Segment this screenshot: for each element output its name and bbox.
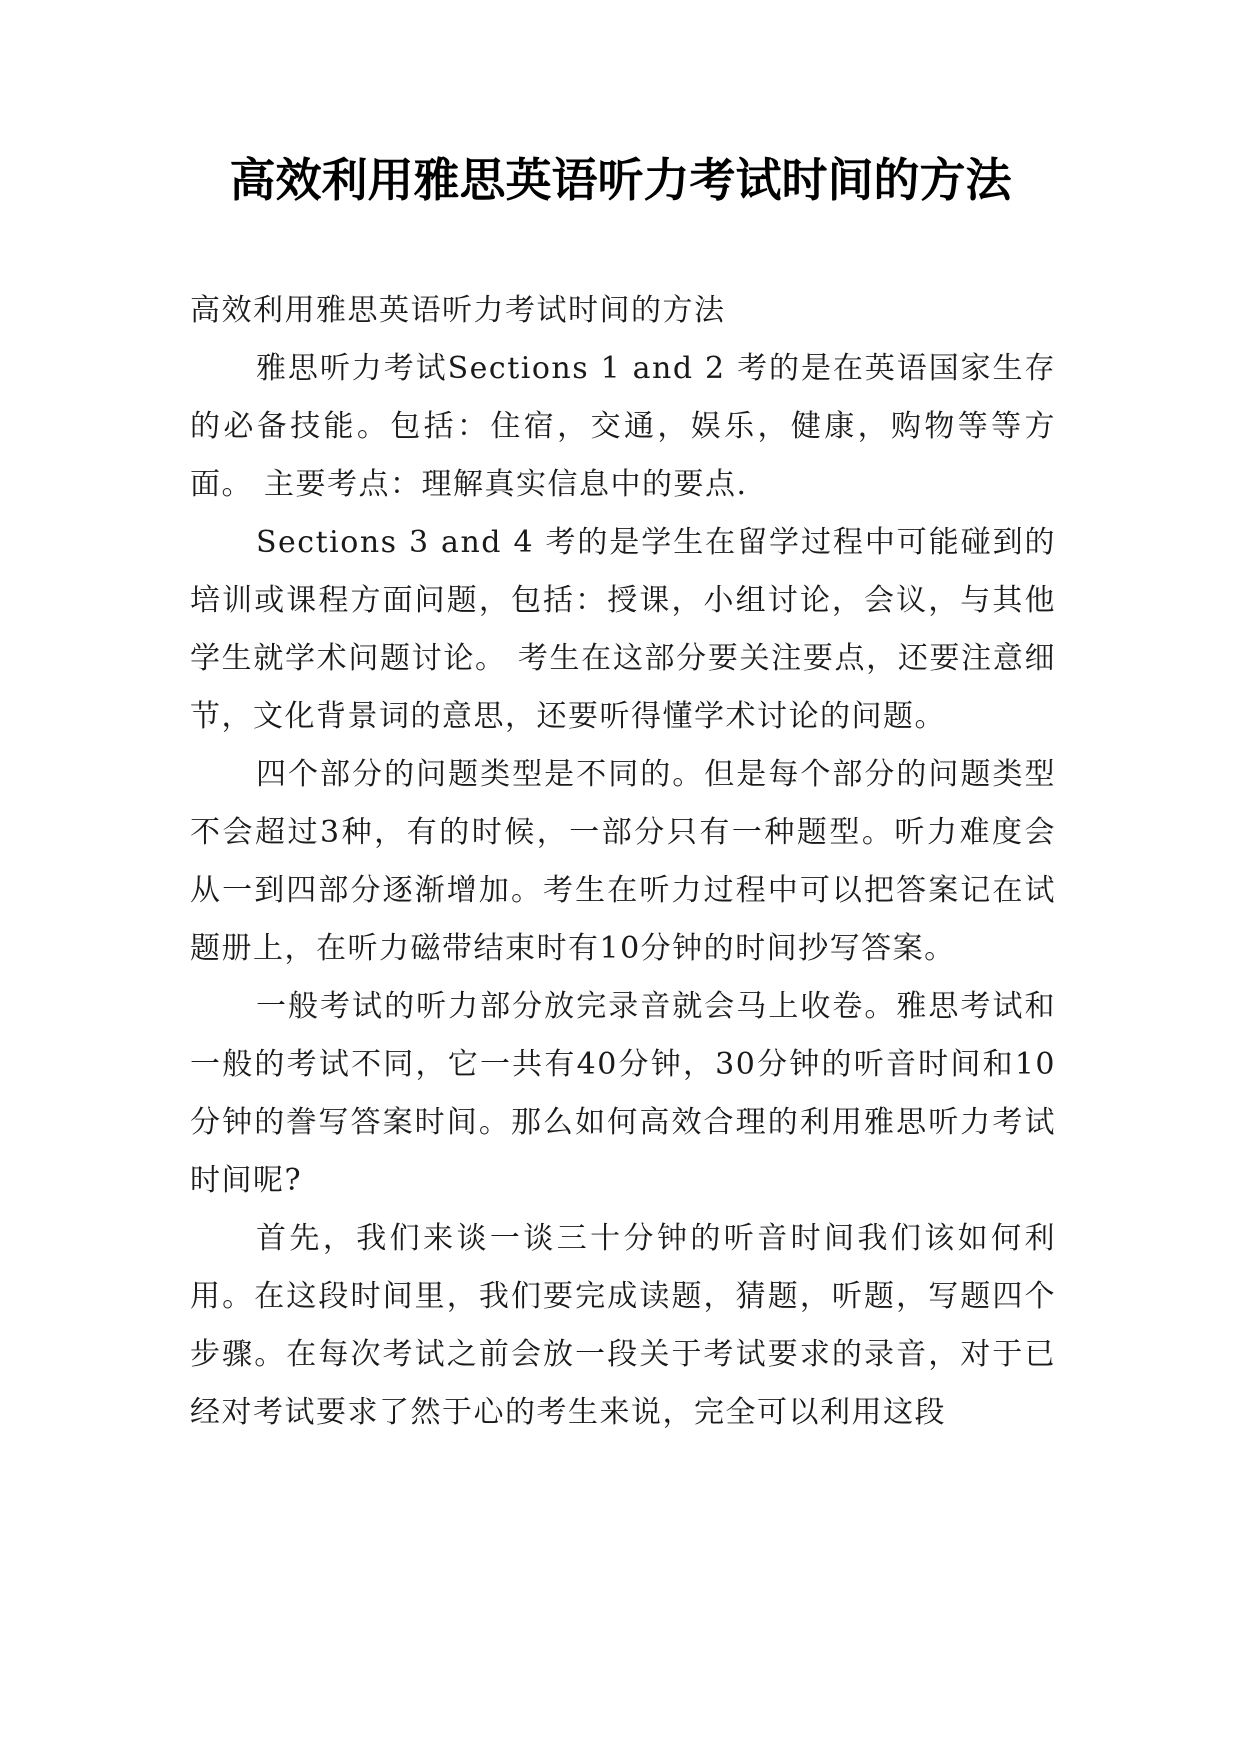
paragraph-3: 四个部分的问题类型是不同的。但是每个部分的问题类型不会超过3种，有的时候，一部分只有一种题型。听力难度会从一到四部分逐渐增加。考生在听力过程中可以把答案记在试题册上，在听力磁带结束时有10分钟的时间抄写答案。 <box>190 757 1056 966</box>
paragraph-4: 一般考试的听力部分放完录音就会马上收卷。雅思考试和一般的考试不同，它一共有40分钟，30分钟的听音时间和10分钟的誊写答案时间。那么如何高效合理的利用雅思听力考试时间呢? <box>190 989 1056 1198</box>
document-body <box>190 282 1056 1442</box>
paragraph-2: Sections 3 and 4 考的是学生在留学过程中可能碰到的培训或课程方面问题，包括：授课，小组讨论，会议，与其他学生就学术问题讨论。 考生在这部分要关注要点，还要注意细节，文化背景词的意思，还要听得懂学术讨论的问题。 <box>190 525 1056 734</box>
paragraph-5: 首先，我们来谈一谈三十分钟的听音时间我们该如何利用。在这段时间里，我们要完成读题，猜题，听题，写题四个步骤。在每次考试之前会放一段关于考试要求的录音，对于已经对考试要求了然于心的考生来说，完全可以利用这段 <box>190 1221 1056 1430</box>
document-title: 高效利用雅思英语听力考试时间的方法 <box>229 153 1012 207</box>
paragraph-1: 雅思听力考试Sections 1 and 2 考的是在英语国家生存的必备技能。包括：住宿，交通，娱乐，健康，购物等等方面。 主要考点：理解真实信息中的要点. <box>190 351 1056 502</box>
document-subtitle: 高效利用雅思英语听力考试时间的方法 <box>190 293 726 328</box>
